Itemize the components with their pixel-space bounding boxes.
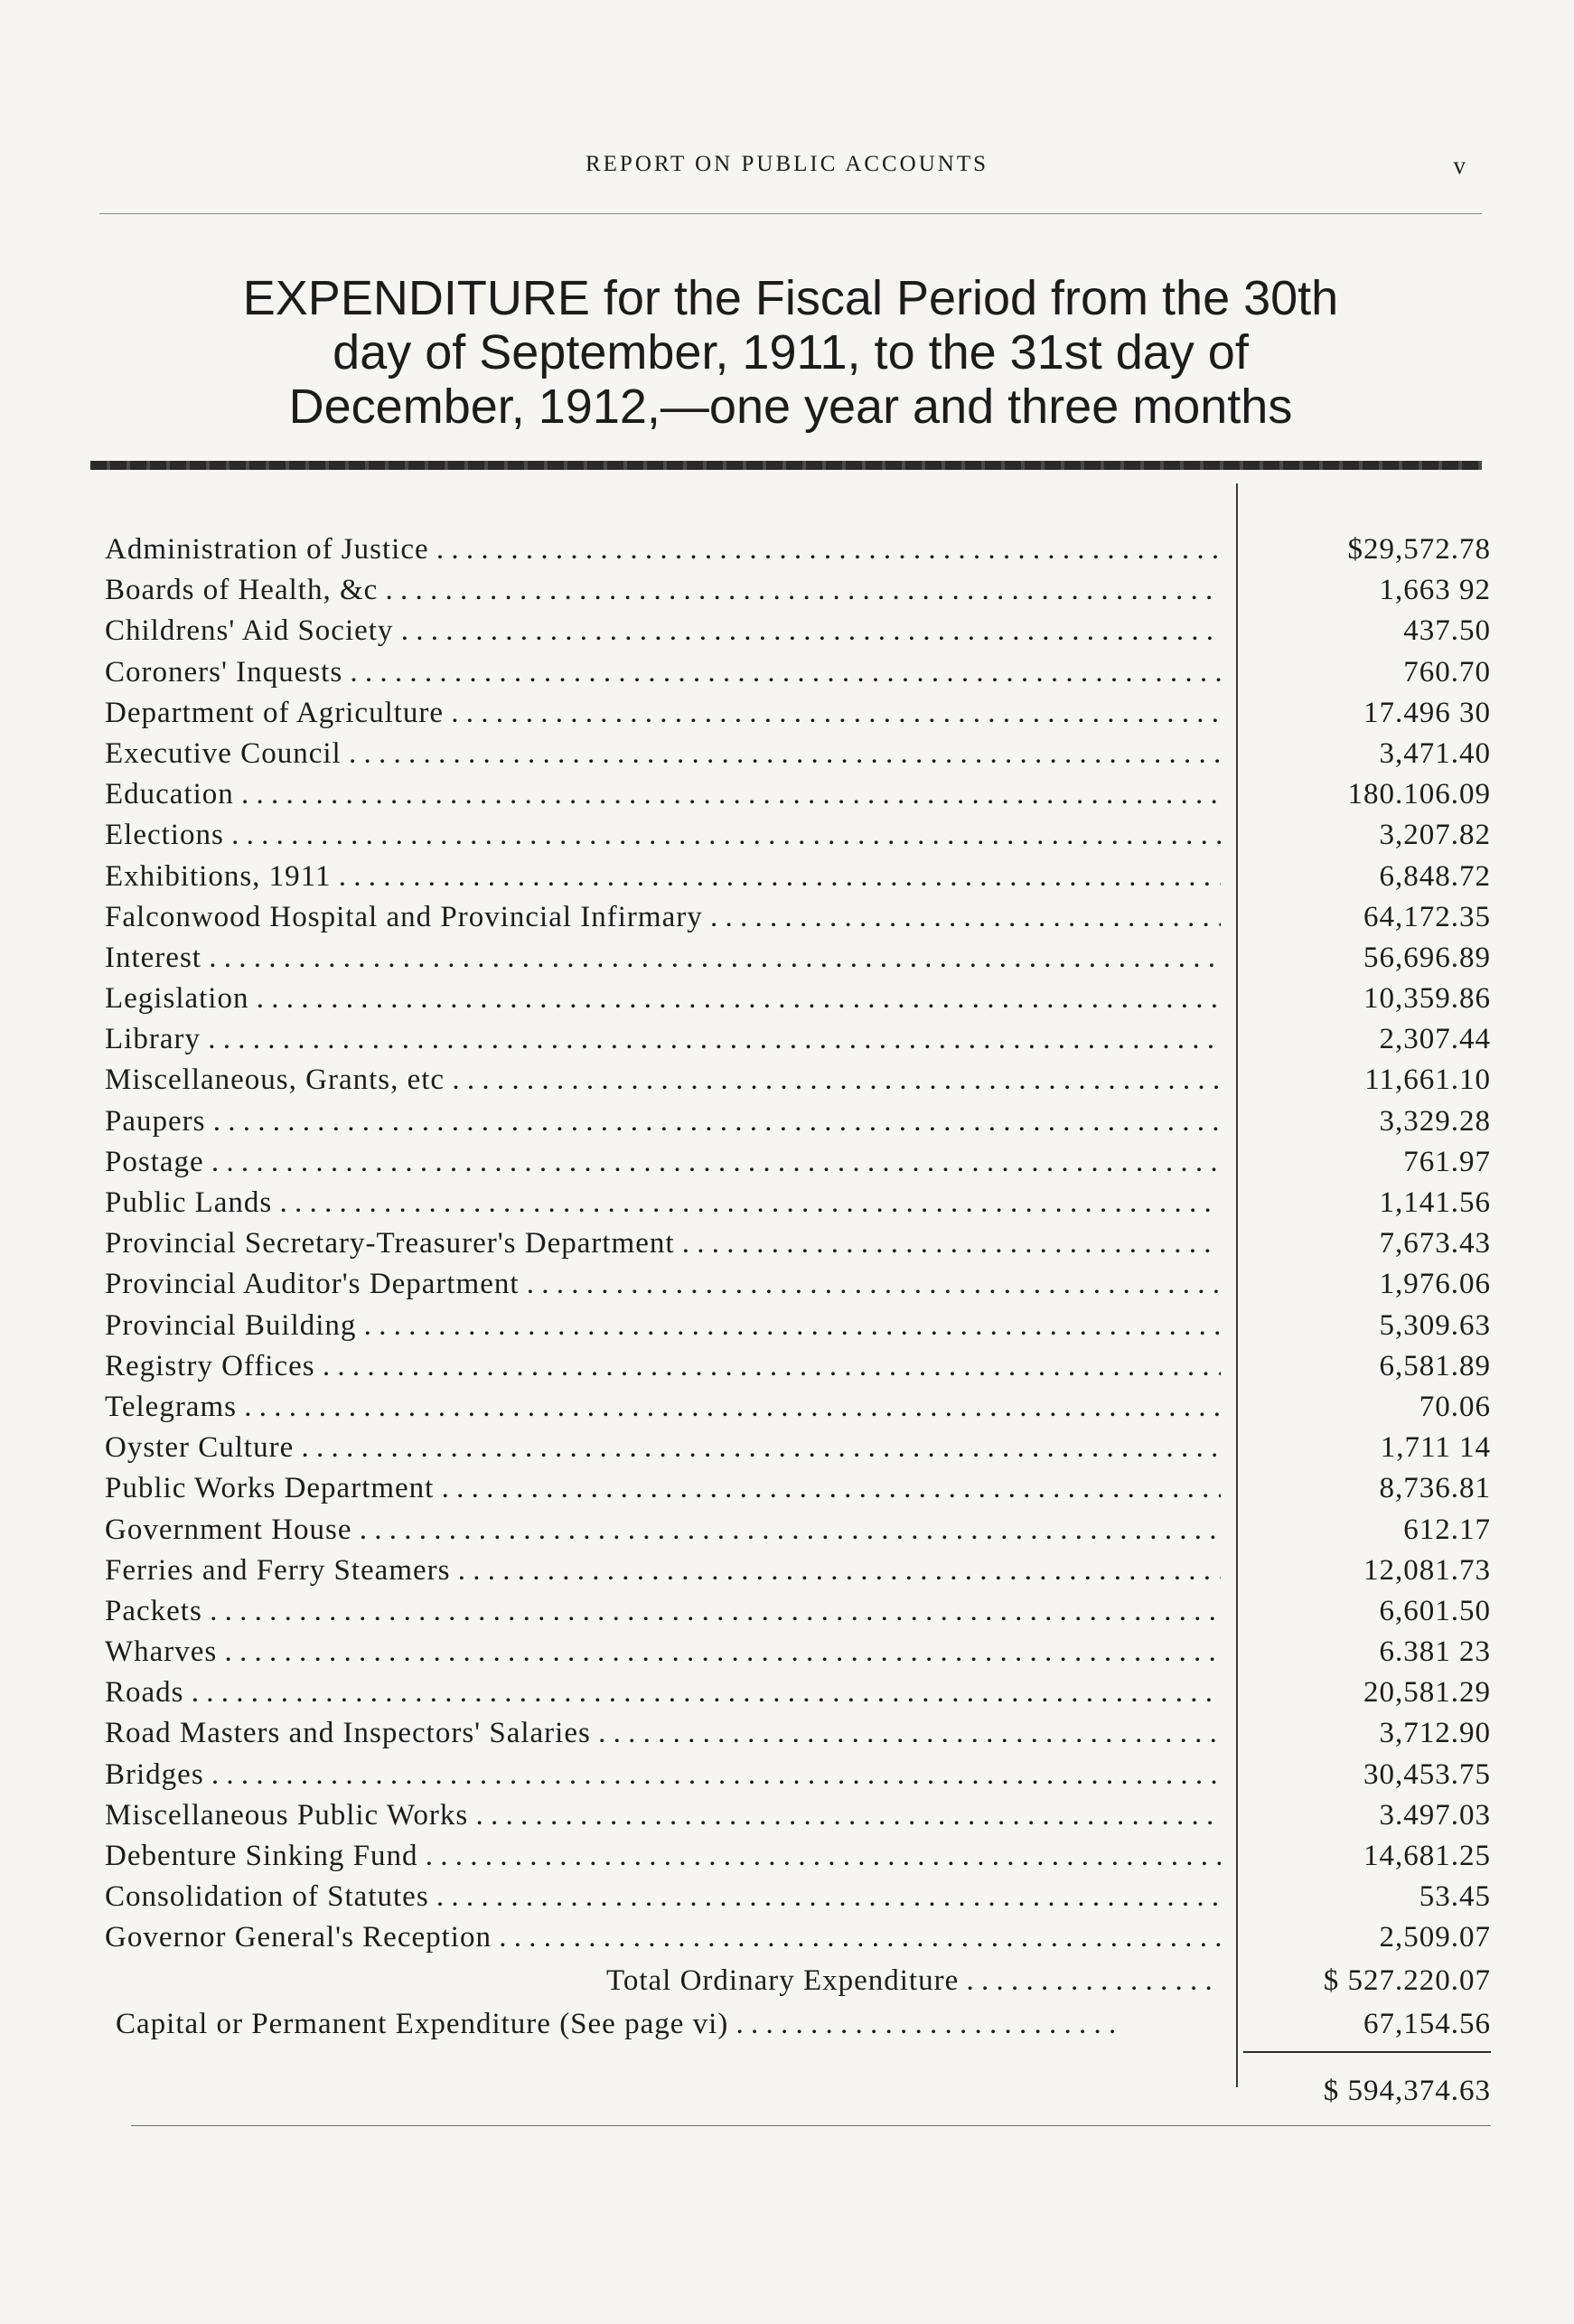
item-amount: 11,661.10 (1364, 1064, 1491, 1097)
item-label: Provincial Secretary-Treasurer's Department . . . (105, 1223, 1221, 1264)
item-amount: 2,509.07 (1379, 1921, 1491, 1954)
table-row (105, 979, 1491, 1019)
grand-total: $ 594,374.63 (1323, 2075, 1491, 2107)
item-amount: 53.45 (1419, 1880, 1491, 1914)
capital-expenditure-amount: 67,154.56 (1363, 2007, 1491, 2040)
total-ordinary-row (105, 1959, 1491, 2002)
item-label: Provincial Building . . . (105, 1306, 1221, 1346)
table-row (105, 1755, 1491, 1795)
item-label: Governor General's Reception . . . (105, 1917, 1221, 1958)
item-amount: 14,681.25 (1363, 1840, 1491, 1872)
table-row (105, 1223, 1491, 1264)
item-amount: 6,601.50 (1379, 1594, 1491, 1627)
table-row (105, 1306, 1491, 1346)
item-label: Childrens' Aid Society . . . (105, 611, 1221, 651)
item-label: Interest . . . (105, 938, 1221, 979)
item-amount: 7,673.43 (1379, 1227, 1491, 1260)
item-amount: 3,329.28 (1379, 1104, 1491, 1138)
table-row (105, 1632, 1491, 1673)
page-number: v (1453, 152, 1466, 179)
item-label: Road Masters and Inspectors' Salaries . . . (105, 1713, 1221, 1754)
table-row (105, 1264, 1491, 1305)
table-row (105, 1468, 1491, 1509)
table-row (105, 570, 1491, 611)
item-label: Packets . . . (105, 1591, 1221, 1632)
item-label: Coroners' Inquests . . . (105, 652, 1221, 693)
table-row (105, 611, 1491, 651)
table-row (105, 1510, 1491, 1551)
table-row (105, 1060, 1491, 1101)
table-row (105, 1428, 1491, 1468)
item-amount: 3,207.82 (1379, 819, 1491, 852)
item-amount: 1,976.06 (1379, 1268, 1491, 1301)
item-amount: 6,581.89 (1379, 1349, 1491, 1382)
item-amount: 70.06 (1419, 1390, 1491, 1423)
item-label: Ferries and Ferry Steamers . . . (105, 1551, 1221, 1591)
item-amount: 56,696.89 (1363, 941, 1491, 974)
item-amount: 760.70 (1403, 655, 1491, 689)
table-row (105, 1387, 1491, 1428)
item-amount: 761.97 (1403, 1145, 1491, 1178)
item-amount: 1,711 14 (1380, 1431, 1491, 1465)
table-row (105, 1795, 1491, 1836)
item-label: Government House . . . (105, 1510, 1221, 1551)
table-row (105, 734, 1491, 774)
page-title (86, 271, 1495, 434)
item-label: Wharves . . . (105, 1632, 1221, 1673)
table-row (105, 1142, 1491, 1183)
table-row (105, 938, 1491, 979)
running-head (0, 152, 1574, 188)
table-row (105, 1673, 1491, 1713)
item-label: Executive Council . . . (105, 734, 1221, 774)
running-title: REPORT ON PUBLIC ACCOUNTS (585, 152, 989, 176)
item-amount: 5,309.63 (1379, 1308, 1491, 1342)
item-label: Telegrams . . . (105, 1387, 1221, 1428)
table-row (105, 1101, 1491, 1142)
capital-expenditure-label: Capital or Permanent Expenditure (See page vi) . . . (116, 2002, 1221, 2046)
table-row (105, 1551, 1491, 1591)
item-label: Department of Agriculture . . . (105, 693, 1221, 734)
item-label: Bridges . . . (105, 1755, 1221, 1795)
table-row (105, 857, 1491, 897)
item-amount: 3,471.40 (1379, 736, 1491, 770)
item-amount: 64,172.35 (1363, 900, 1491, 933)
expenditure-table (105, 529, 1491, 2046)
title-line-3: December, 1912,—one year and three months (288, 380, 1293, 434)
item-amount: 6,848.72 (1379, 859, 1491, 893)
item-amount: 17.496 30 (1363, 696, 1491, 729)
item-label: Public Lands . . . (105, 1183, 1221, 1223)
table-row (105, 774, 1491, 815)
item-label: Oyster Culture . . . (105, 1428, 1221, 1468)
item-label: Exhibitions, 1911 . . . (105, 857, 1221, 897)
item-label: Roads . . . (105, 1673, 1221, 1713)
table-row (105, 1713, 1491, 1754)
title-line-2: day of September, 1911, to the 31st day of (333, 325, 1249, 380)
item-label: Boards of Health, &c . . . (105, 570, 1221, 611)
item-amount: 1,141.56 (1379, 1186, 1491, 1219)
header-rule (99, 213, 1482, 214)
table-row (105, 897, 1491, 938)
item-amount: $29,572.78 (1347, 533, 1491, 566)
item-amount: 2,307.44 (1379, 1023, 1491, 1056)
table-row (105, 693, 1491, 734)
item-amount: 10,359.86 (1363, 982, 1491, 1016)
table-row (105, 652, 1491, 693)
item-amount: 3.497.03 (1379, 1798, 1491, 1832)
item-amount: 30,453.75 (1363, 1757, 1491, 1791)
item-label: Miscellaneous, Grants, etc . . . (105, 1060, 1221, 1101)
sum-rule (1243, 2051, 1491, 2053)
expenditure-rows (105, 529, 1491, 1959)
item-amount: 6.381 23 (1379, 1635, 1491, 1669)
item-label: Consolidation of Statutes . . . (105, 1877, 1221, 1917)
total-ordinary-label: Total Ordinary Expenditure . . . (606, 1959, 1221, 2002)
item-label: Administration of Justice . . . (105, 529, 1221, 570)
table-row (105, 1917, 1491, 1958)
item-label: Miscellaneous Public Works . . . (105, 1795, 1221, 1836)
item-label: Library . . . (105, 1019, 1221, 1060)
item-label: Registry Offices . . . (105, 1346, 1221, 1387)
item-amount: 1,663 92 (1379, 574, 1491, 607)
item-label: Falconwood Hospital and Provincial Infirmary . . . (105, 897, 1221, 938)
item-label: Paupers . . . (105, 1101, 1221, 1142)
capital-expenditure-row (105, 2002, 1491, 2046)
title-rule (90, 461, 1482, 470)
item-label: Elections . . . (105, 815, 1221, 856)
item-label: Legislation . . . (105, 979, 1221, 1019)
table-row (105, 815, 1491, 856)
item-amount: 180.106.09 (1347, 778, 1491, 811)
table-row (105, 1591, 1491, 1632)
item-amount: 3,712.90 (1379, 1717, 1491, 1750)
item-label: Education . . . (105, 774, 1221, 815)
table-row (105, 1877, 1491, 1917)
item-amount: 8,736.81 (1379, 1472, 1491, 1505)
item-label: Public Works Department . . . (105, 1468, 1221, 1509)
table-row (105, 1836, 1491, 1877)
title-line-1: EXPENDITURE for the Fiscal Period from the 30th (242, 271, 1339, 325)
item-label: Postage . . . (105, 1142, 1221, 1183)
item-label: Provincial Auditor's Department . . . (105, 1264, 1221, 1305)
item-amount: 20,581.29 (1363, 1676, 1491, 1710)
total-ordinary-amount: $ 527.220.07 (1323, 1963, 1491, 1997)
item-label: Debenture Sinking Fund . . . (105, 1836, 1221, 1877)
item-amount: 12,081.73 (1363, 1553, 1491, 1587)
item-amount: 612.17 (1403, 1513, 1491, 1546)
table-row (105, 529, 1491, 570)
table-row (105, 1019, 1491, 1060)
table-row (105, 1346, 1491, 1387)
item-amount: 437.50 (1403, 614, 1491, 648)
table-row (105, 1183, 1491, 1223)
footer-rule (131, 2125, 1491, 2126)
